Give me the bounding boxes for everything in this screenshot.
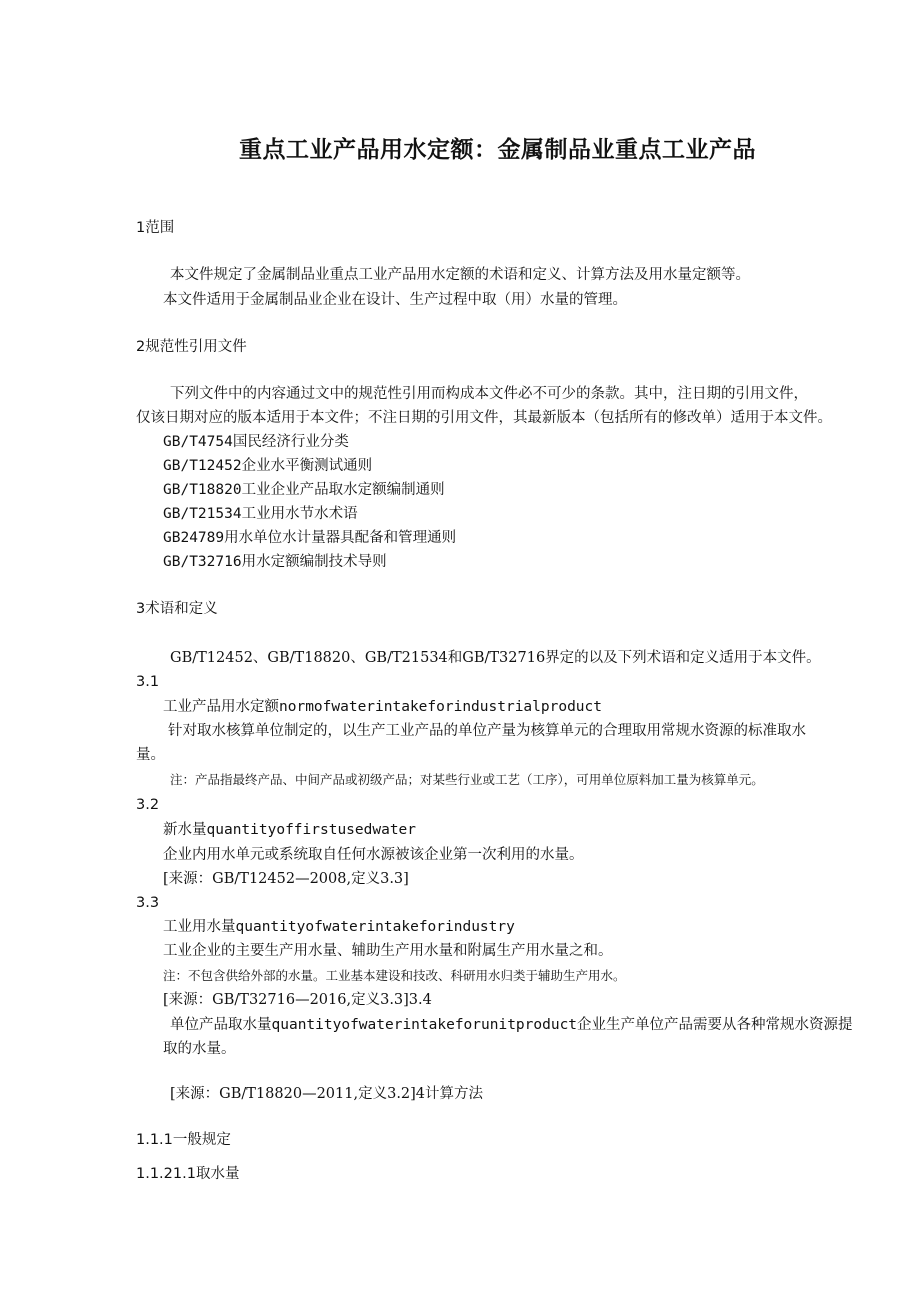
- document-title: 重点工业产品用水定额：金属制品业重点工业产品: [239, 137, 756, 163]
- reference-item: [163, 552, 387, 572]
- section-1-paragraph-2: 本文件适用于金属制品业企业在设计、生产过程中取（用）水量的管理。: [163, 292, 627, 308]
- section-2-paragraph-line-2: 仅该日期对应的版本适用于本文件；不注日期的引用文件，其最新版本（包括所有的修改单）适用于本文件。: [136, 410, 832, 426]
- reference-item: [163, 480, 445, 500]
- term-chinese: 新水量: [163, 822, 207, 838]
- reference-item: [163, 504, 358, 524]
- term-3-2-title: [163, 820, 416, 840]
- term-3-4-source: [来源：GB/T18820—2011,定义3.2]4计算方法: [170, 1086, 484, 1102]
- term-3-4-definition-line-2: 取的水量。: [163, 1041, 236, 1057]
- reference-name: 用水定额编制技术导则: [241, 554, 387, 570]
- term-3-2-definition: 企业内用水单元或系统取自任何水源被该企业第一次利用的水量。: [163, 847, 584, 863]
- reference-code: GB/T21534: [163, 506, 242, 522]
- reference-item: [163, 432, 349, 452]
- term-chinese: 单位产品取水量: [170, 1017, 272, 1033]
- term-english: quantityoffirstusedwater: [206, 822, 417, 838]
- section-2-heading: 2规范性引用文件: [136, 339, 247, 355]
- term-3-3-note: 注：不包含供给外部的水量。工业基本建设和技改、科研用水归类于辅助生产用水。: [163, 968, 626, 983]
- reference-name: 企业水平衡测试通则: [241, 458, 373, 474]
- term-definition: 企业生产单位产品需要从各种常规水资源提: [577, 1017, 853, 1033]
- reference-name: 用水单位水计量器具配备和管理通则: [224, 530, 457, 546]
- section-4-1-2-heading: 1.1.21.1取水量: [136, 1166, 240, 1182]
- term-3-3-source: [来源：GB/T32716—2016,定义3.3]3.4: [163, 992, 432, 1008]
- reference-code: GB24789: [163, 530, 225, 546]
- term-3-4-definition-line-1: [170, 1015, 853, 1035]
- term-chinese: 工业用水量: [163, 919, 236, 935]
- term-3-3-definition: 工业企业的主要生产用水量、辅助生产用水量和附属生产用水量之和。: [163, 943, 613, 959]
- reference-item: [163, 456, 372, 476]
- term-english: quantityofwaterintakeforunitproduct: [271, 1017, 578, 1033]
- section-4-1-1-heading: 1.1.1一般规定: [136, 1132, 231, 1148]
- reference-code: GB/T32716: [163, 554, 242, 570]
- term-3-2-number: 3.2: [136, 797, 160, 813]
- reference-code: GB/T12452: [163, 458, 242, 474]
- reference-code: GB/T4754: [163, 434, 233, 450]
- term-3-1-number: 3.1: [136, 674, 160, 690]
- term-english: quantityofwaterintakeforindustry: [235, 919, 515, 935]
- section-3-heading: 3术语和定义: [136, 601, 218, 617]
- section-1-paragraph-1: 本文件规定了金属制品业重点工业产品用水定额的术语和定义、计算方法及用水量定额等。: [170, 267, 750, 283]
- term-english: normofwaterintakeforindustrialproduct: [279, 699, 603, 715]
- term-3-1-title: [163, 697, 602, 717]
- term-chinese: 工业产品用水定额: [163, 699, 279, 715]
- term-3-1-note: 注：产品指最终产品、中间产品或初级产品；对某些行业或工艺（工序），可用单位原料加工量为核算单元。: [170, 772, 764, 787]
- reference-name: 国民经济行业分类: [232, 434, 349, 450]
- term-3-1-definition-line-2: 量。: [136, 747, 165, 763]
- term-3-3-title: [163, 917, 515, 937]
- reference-name: 工业用水节水术语: [241, 506, 358, 522]
- reference-item: [163, 528, 456, 548]
- section-2-paragraph-line-1: 下列文件中的内容通过文中的规范性引用而构成本文件必不可少的条款。其中，注日期的引用文件，: [170, 386, 808, 402]
- section-1-heading: 1范围: [136, 220, 175, 236]
- section-3-intro: GB/T12452、GB/T18820、GB/T21534和GB/T32716界定的以及下列术语和定义适用于本文件。: [170, 650, 821, 666]
- reference-code: GB/T18820: [163, 482, 242, 498]
- term-3-2-source: [来源：GB/T12452—2008,定义3.3]: [163, 871, 409, 887]
- term-3-1-definition-line-1: 针对取水核算单位制定的，以生产工业产品的单位产量为核算单元的合理取用常规水资源的标准取水: [168, 723, 806, 739]
- term-3-3-number: 3.3: [136, 895, 160, 911]
- reference-name: 工业企业产品取水定额编制通则: [241, 482, 445, 498]
